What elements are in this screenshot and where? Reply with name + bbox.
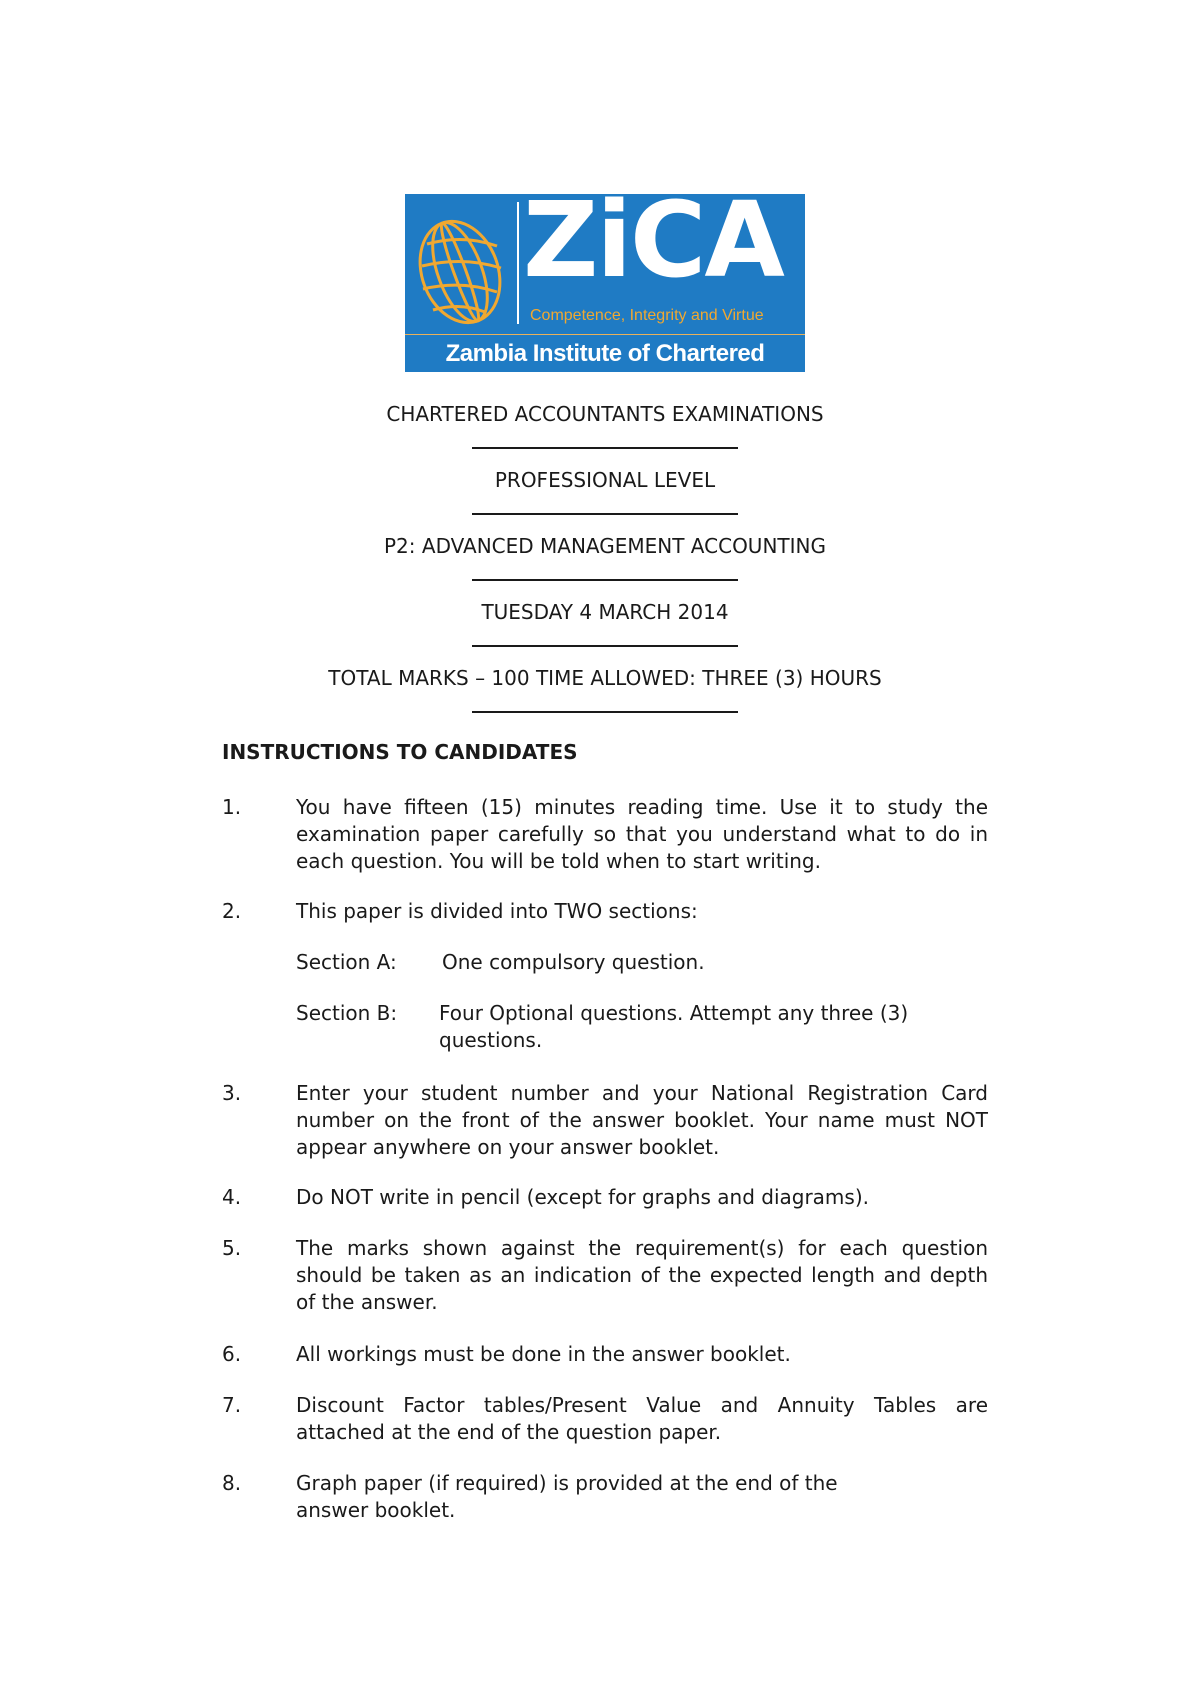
- instruction-item: [222, 1341, 988, 1368]
- item-number: 3.: [222, 1081, 242, 1105]
- instruction-item: [222, 1235, 988, 1316]
- globe-icon: [405, 194, 525, 334]
- item-text: Graph paper (if required) is provided at the end of the answer booklet.: [296, 1471, 838, 1522]
- item-text: Do NOT write in pencil (except for graphs and diagrams).: [296, 1185, 869, 1209]
- logo-title: ZiCA: [523, 179, 783, 301]
- section-label: Section B:: [296, 1001, 398, 1025]
- instruction-item: [222, 1470, 912, 1524]
- divider: [220, 695, 990, 728]
- item-number: 5.: [222, 1236, 242, 1260]
- divider: [220, 629, 990, 662]
- marks-and-time: TOTAL MARKS – 100 TIME ALLOWED: THREE (3) HOURS: [328, 666, 882, 690]
- item-number: 6.: [222, 1342, 242, 1366]
- item-number: 4.: [222, 1185, 242, 1209]
- section-desc: One compulsory question.: [442, 950, 705, 974]
- section-label: Section A:: [296, 950, 397, 974]
- item-number: 1.: [222, 795, 242, 819]
- item-number: 2.: [222, 899, 242, 923]
- divider: [220, 431, 990, 464]
- instruction-item: [222, 1392, 988, 1446]
- instructions-heading: INSTRUCTIONS TO CANDIDATES: [222, 740, 578, 764]
- logo-tagline: Competence, Integrity and Virtue: [530, 307, 764, 324]
- paper-title: P2: ADVANCED MANAGEMENT ACCOUNTING: [384, 534, 826, 558]
- exam-date: TUESDAY 4 MARCH 2014: [481, 600, 729, 624]
- item-text: This paper is divided into TWO sections:: [296, 899, 698, 923]
- instruction-item: [222, 794, 988, 875]
- section-desc: Four Optional questions. Attempt any three (3) questions.: [439, 1001, 909, 1052]
- exam-level: PROFESSIONAL LEVEL: [494, 468, 716, 492]
- item-text: You have fifteen (15) minutes reading time. Use it to study the examination paper carefully so that you understand what to do in each question. You will be told when to start writing.: [296, 795, 988, 873]
- item-number: 7.: [222, 1393, 242, 1417]
- logo-institute-name: Zambia Institute of Chartered Accountants: [445, 340, 765, 404]
- item-text: Discount Factor tables/Present Value and Annuity Tables are attached at the end of the question paper.: [296, 1393, 988, 1444]
- item-text: All workings must be done in the answer booklet.: [296, 1342, 791, 1366]
- zica-logo: [405, 179, 805, 404]
- exam-header: [220, 398, 990, 728]
- divider: [220, 563, 990, 596]
- item-number: 8.: [222, 1471, 242, 1495]
- item-text: Enter your student number and your National Registration Card number on the front of the answer booklet. Your name must NOT appear anywhere on your answer booklet.: [296, 1081, 988, 1159]
- instruction-item: [222, 898, 988, 925]
- instruction-item: [222, 1184, 988, 1211]
- instruction-item: [222, 1080, 988, 1161]
- item-text: The marks shown against the requirement(s) for each question should be taken as an indication of the expected length and depth of the answer.: [296, 1236, 988, 1314]
- exam-title: CHARTERED ACCOUNTANTS EXAMINATIONS: [386, 402, 824, 426]
- divider: [220, 497, 990, 530]
